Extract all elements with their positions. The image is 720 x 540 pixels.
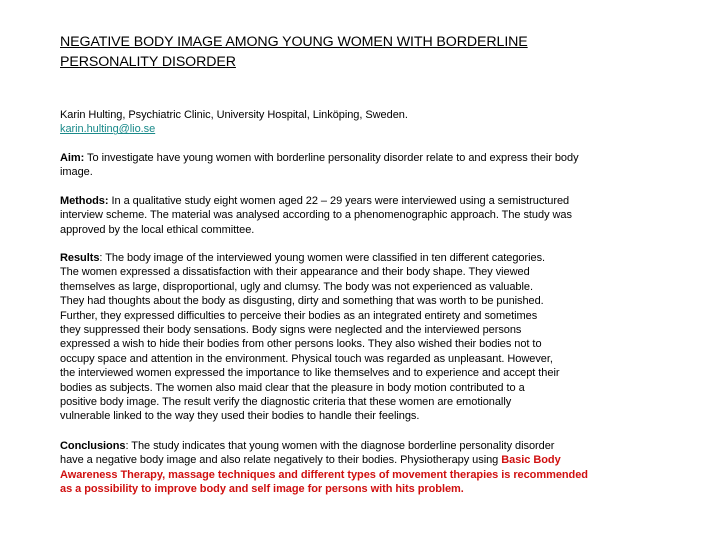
text-line: image.	[60, 166, 93, 179]
text-line: approved by the local ethical committee.	[60, 223, 255, 236]
results-section	[60, 251, 559, 424]
highlighted-text: as a possibility to improve body and self image for persons with hits problem.	[60, 483, 464, 496]
text-line: occupy space and attention in the environment. Physical touch was regarded as unpleasant. However,	[60, 352, 553, 365]
text-line: : The study indicates that young women with the diagnose borderline personality disorder	[125, 440, 555, 452]
text-line: In a qualitative study eight women aged 22 – 29 years were interviewed using a semistructured	[108, 195, 570, 207]
methods-section	[60, 194, 572, 237]
text-line: bodies as subjects. The women also maid clear that the pleasure in body motion contributed to a	[60, 381, 525, 394]
aim-section	[60, 151, 579, 180]
aim-label: Aim:	[60, 152, 85, 164]
text-line: themselves as large, disproportional, ugly and clumsy. The body was not experienced as valuable.	[60, 280, 533, 293]
text-line: have a negative body image and also relate negatively to their bodies. Physiotherapy using	[60, 454, 502, 467]
text-line: they suppressed their body sensations. Body signs were neglected and the interviewed persons	[60, 323, 522, 336]
conclusions-section	[60, 439, 588, 497]
text-line: vulnerable linked to the way they used their bodies to handle their feelings.	[60, 410, 420, 423]
author-affiliation: Karin Hulting, Psychiatric Clinic, University Hospital, Linköping, Sweden.	[60, 109, 408, 121]
title-line: PERSONALITY DISORDER	[60, 54, 236, 70]
conclusions-label: Conclusions	[60, 440, 126, 452]
author-block	[60, 108, 408, 137]
text-line: expressed a wish to hide their bodies from other persons looks. They also wished their bodies not to	[60, 338, 542, 351]
title-line: NEGATIVE BODY IMAGE AMONG YOUNG WOMEN WITH BORDERLINE	[60, 34, 528, 50]
results-label: Results	[60, 252, 100, 264]
highlighted-text: Basic Body	[501, 454, 561, 467]
text-line: interview scheme. The material was analysed according to a phenomenographic approach. The study was	[60, 209, 572, 222]
methods-label: Methods:	[60, 195, 109, 207]
text-line: the interviewed women expressed the importance to like themselves and to experience and accept their	[60, 367, 560, 380]
author-email-link[interactable]: karin.hulting@lio.se	[60, 123, 156, 136]
highlighted-text: Awareness Therapy, massage techniques and different types of movement therapies is recommended	[60, 468, 588, 481]
text-line: : The body image of the interviewed young women were classified in ten different categories.	[99, 252, 546, 264]
document-title	[60, 32, 528, 72]
text-line: Further, they expressed difficulties to perceive their bodies as an integrated entirety and sometimes	[60, 309, 538, 322]
text-line: The women expressed a dissatisfaction with their appearance and their body shape. They viewed	[60, 266, 530, 279]
text-line: They had thoughts about the body as disgusting, dirty and something that was worth to be punished.	[60, 295, 544, 308]
text-line: positive body image. The result verify the diagnostic criteria that these women are emotionally	[60, 395, 512, 408]
text-line: To investigate have young women with borderline personality disorder relate to and express their body	[84, 152, 579, 164]
